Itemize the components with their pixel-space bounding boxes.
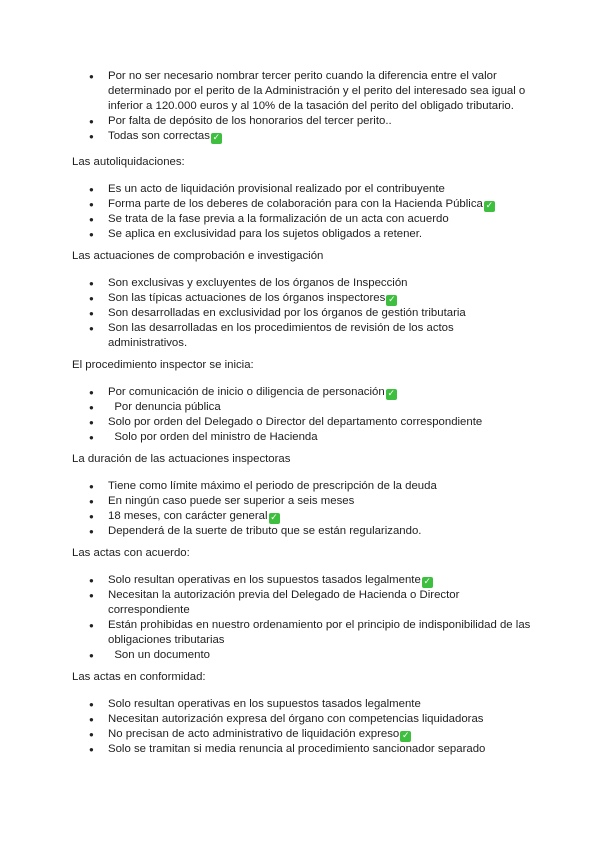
list-item [72, 69, 532, 114]
list-item [72, 212, 532, 227]
check-mark-icon: ✓ [387, 389, 395, 399]
list-item [72, 114, 532, 129]
option-text: Necesitan la autorización previa del Delegado de Hacienda o Director correspondiente [108, 589, 460, 616]
option-text: Son las desarrolladas en los procedimientos de revisión de los actos administrativos. [108, 322, 454, 349]
list-item [72, 648, 532, 663]
intro-option-list [72, 69, 532, 144]
question-text: Las actas en conformidad: [72, 671, 206, 683]
option-text: Son un documento [108, 649, 210, 661]
list-item [72, 400, 532, 415]
list-item [72, 197, 532, 212]
option-text: Tiene como límite máximo el periodo de prescripción de la deuda [108, 480, 437, 492]
option-text: Por falta de depósito de los honorarios del tercer perito.. [108, 115, 392, 127]
quiz-content [72, 69, 532, 757]
option-text: No precisan de acto administrativo de liquidación expreso [108, 728, 400, 740]
option-text: Solo resultan operativas en los supuestos tasados legalmente [108, 574, 421, 586]
option-list [72, 276, 532, 351]
option-text: Por denuncia pública [108, 401, 221, 413]
option-text: Necesitan autorización expresa del órgano con competencias liquidadoras [108, 713, 484, 725]
check-mark-icon: ✓ [423, 577, 432, 587]
question-text: La duración de las actuaciones inspectoras [72, 453, 291, 465]
check-mark-icon: ✓ [388, 295, 396, 305]
question-text: El procedimiento inspector se inicia: [72, 359, 254, 371]
question-text: Las actuaciones de comprobación e investigación [72, 250, 324, 262]
list-item [72, 588, 532, 618]
list-item [72, 742, 532, 757]
option-text: Solo se tramitan si media renuncia al procedimiento sancionador separado [108, 743, 486, 755]
list-item [72, 697, 532, 712]
question-text: Las actas con acuerdo: [72, 547, 190, 559]
option-list [72, 573, 532, 663]
list-item [72, 306, 532, 321]
list-item [72, 494, 532, 509]
list-item [72, 727, 532, 742]
check-mark-icon: ✓ [212, 133, 221, 143]
list-item [72, 524, 532, 539]
option-text: Se aplica en exclusividad para los sujetos obligados a retener. [108, 228, 423, 240]
option-text: Están prohibidas en nuestro ordenamiento por el principio de indisponibilidad de las obligaciones tributarias [108, 619, 531, 646]
option-text: Por comunicación de inicio o diligencia de personación [108, 386, 385, 398]
list-item [72, 276, 532, 291]
list-item [72, 430, 532, 445]
question-block [72, 358, 532, 445]
check-mark-icon: ✓ [485, 201, 494, 211]
list-item [72, 321, 532, 351]
question-block [72, 155, 532, 242]
question-text: Las autoliquidaciones: [72, 156, 185, 168]
option-text: Son exclusivas y excluyentes de los órganos de Inspección [108, 277, 408, 289]
option-text: 18 meses, con carácter general [108, 510, 268, 522]
option-list [72, 479, 532, 539]
question-block [72, 670, 532, 757]
option-list [72, 182, 532, 242]
option-text: Se trata de la fase previa a la formalización de un acta con acuerdo [108, 213, 449, 225]
option-text: Solo por orden del Delegado o Director del departamento correspondiente [108, 416, 483, 428]
list-item [72, 415, 532, 430]
option-text: En ningún caso puede ser superior a seis meses [108, 495, 355, 507]
option-text: Solo resultan operativas en los supuestos tasados legalmente [108, 698, 421, 710]
option-text: Es un acto de liquidación provisional realizado por el contribuyente [108, 183, 445, 195]
option-list [72, 385, 532, 445]
question-block [72, 249, 532, 351]
option-text: Son las típicas actuaciones de los órganos inspectores [108, 292, 386, 304]
option-text: Todas son correctas [108, 130, 210, 142]
list-item [72, 618, 532, 648]
question-block [72, 546, 532, 663]
list-item [72, 479, 532, 494]
question-block [72, 452, 532, 539]
check-mark-icon: ✓ [270, 513, 278, 523]
list-item [72, 291, 532, 306]
option-text: Por no ser necesario nombrar tercer perito cuando la diferencia entre el valor determinado por el perito de la Administración y el perito del interesado sea igual o inferior a 120.000 euros y al 10% de la tasación del perito del obligado tributario. [108, 70, 526, 112]
list-item [72, 385, 532, 400]
list-item [72, 129, 532, 144]
list-item [72, 573, 532, 588]
list-item [72, 712, 532, 727]
list-item [72, 182, 532, 197]
option-text: Solo por orden del ministro de Hacienda [108, 431, 318, 443]
option-text: Son desarrolladas en exclusividad por los órganos de gestión tributaria [108, 307, 466, 319]
list-item [72, 227, 532, 242]
option-text: Dependerá de la suerte de tributo que se están regularizando. [108, 525, 422, 537]
option-list [72, 697, 532, 757]
option-text: Forma parte de los deberes de colaboración para con la Hacienda Pública [108, 198, 483, 210]
list-item [72, 509, 532, 524]
check-mark-icon: ✓ [401, 731, 410, 741]
